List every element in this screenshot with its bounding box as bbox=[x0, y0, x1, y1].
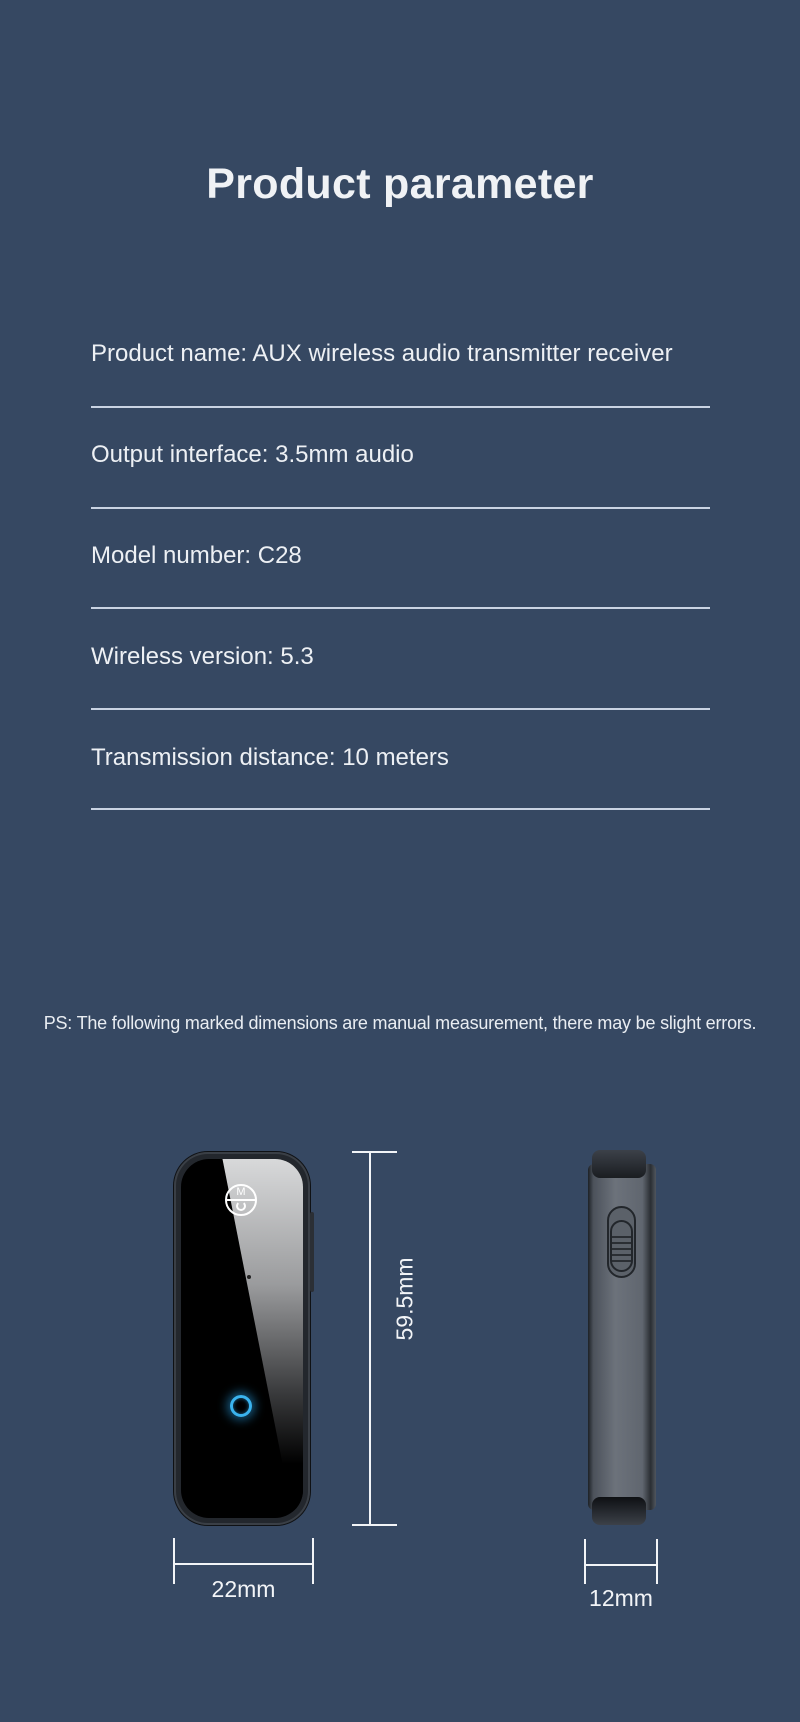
spec-divider bbox=[91, 507, 710, 509]
device-front-view bbox=[174, 1152, 310, 1525]
thickness-dim-label: 12mm bbox=[589, 1585, 653, 1611]
device-bottom-cap bbox=[592, 1497, 646, 1525]
spec-model-number: Model number: C28 bbox=[91, 542, 302, 569]
spec-transmission-distance: Transmission distance: 10 meters bbox=[91, 744, 449, 771]
spec-divider bbox=[91, 406, 710, 408]
spec-divider bbox=[91, 808, 710, 810]
mode-letter: M bbox=[236, 1186, 246, 1198]
volume-side-button bbox=[310, 1212, 314, 1292]
width-dim-line bbox=[174, 1563, 313, 1565]
switch-knob-icon bbox=[610, 1220, 633, 1272]
spec-product-name: Product name: AUX wireless audio transmitter receiver bbox=[91, 340, 673, 367]
height-dim-bottom-tick bbox=[352, 1524, 397, 1526]
height-dim-label: 59.5mm bbox=[391, 1257, 418, 1341]
height-dim-line bbox=[369, 1152, 371, 1525]
spec-divider bbox=[91, 607, 710, 609]
measurement-note: PS: The following marked dimensions are manual measurement, there may be slight errors. bbox=[43, 1013, 757, 1033]
microphone-hole-icon bbox=[247, 1275, 251, 1279]
thickness-dim-line bbox=[585, 1564, 657, 1566]
device-side-body bbox=[588, 1164, 656, 1510]
height-dim-top-tick bbox=[352, 1151, 397, 1153]
spec-output-interface: Output interface: 3.5mm audio bbox=[91, 441, 414, 468]
mode-power-button-icon bbox=[225, 1184, 257, 1216]
power-icon bbox=[236, 1201, 246, 1211]
device-top-cap bbox=[592, 1150, 646, 1178]
spec-divider bbox=[91, 708, 710, 710]
spec-wireless-version: Wireless version: 5.3 bbox=[91, 643, 314, 670]
thickness-dim-right-tick bbox=[656, 1539, 658, 1584]
device-side-view bbox=[586, 1150, 658, 1525]
led-indicator-icon bbox=[230, 1395, 252, 1417]
thickness-dim-left-tick bbox=[584, 1539, 586, 1584]
mode-slide-switch bbox=[607, 1206, 636, 1278]
page-title: Product parameter bbox=[206, 160, 594, 208]
device-glass-panel bbox=[181, 1159, 303, 1518]
width-dim-label: 22mm bbox=[211, 1576, 276, 1602]
